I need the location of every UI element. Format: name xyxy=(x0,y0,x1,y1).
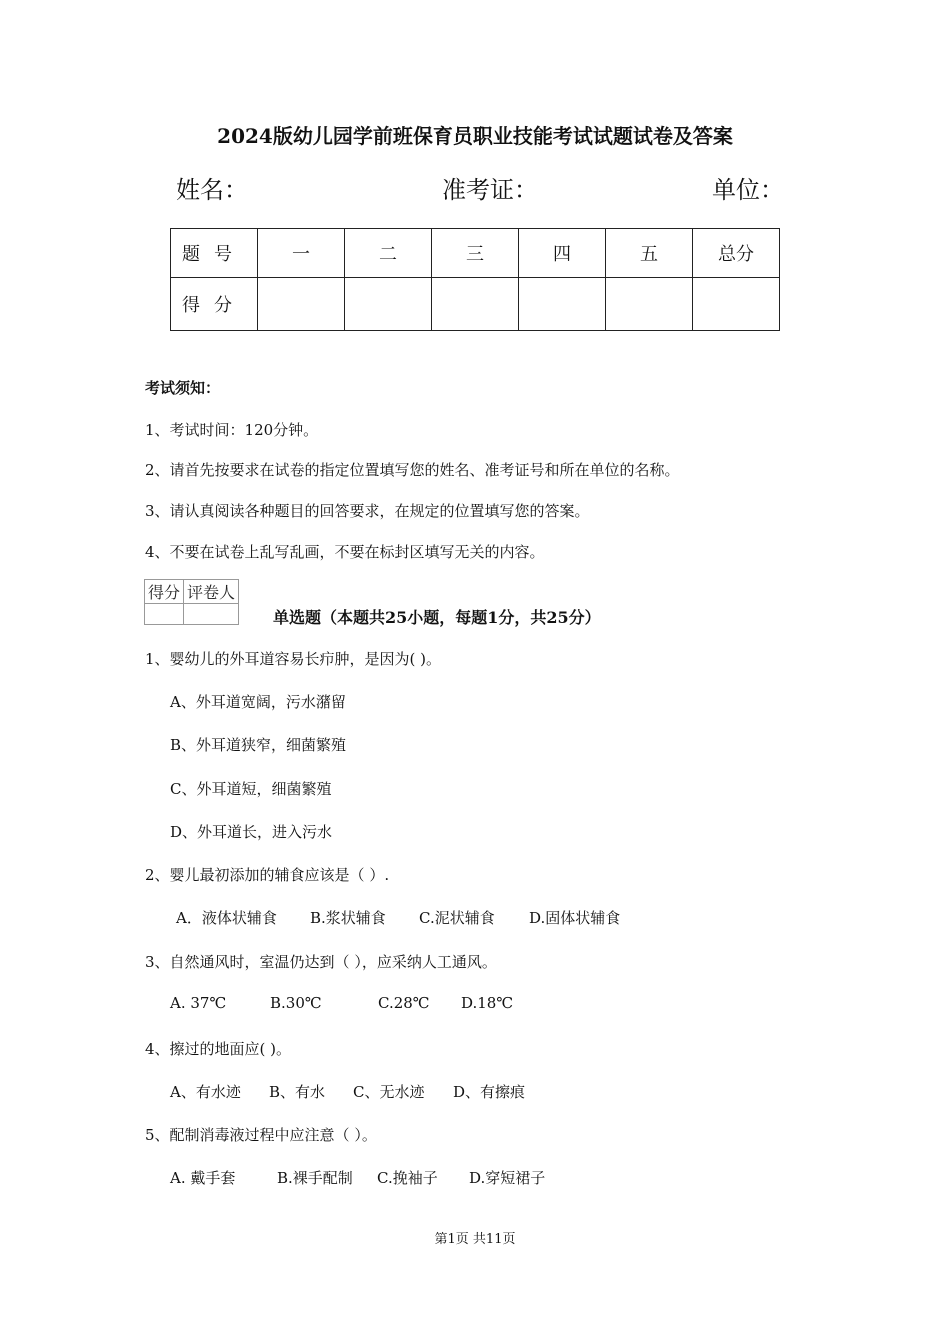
score-table-col-3: 三 xyxy=(432,229,519,278)
score-table-row2-label: 得分 xyxy=(171,278,258,331)
exam-id-field-label: 准考证： xyxy=(442,176,538,204)
notice-heading: 考试须知： xyxy=(145,379,221,397)
score-cell[interactable] xyxy=(258,278,345,331)
question-4-option-b: B、有水 xyxy=(269,1083,326,1101)
score-cell[interactable] xyxy=(345,278,432,331)
question-4-option-d: D、有擦痕 xyxy=(453,1083,526,1101)
grader-box xyxy=(144,579,239,625)
question-4-options xyxy=(170,1081,525,1102)
notice-item: 2、请首先按要求在试卷的指定位置填写您的姓名、准考证号和所在单位的名称。 xyxy=(145,461,680,479)
question-1-option-d: D、外耳道长，进入污水 xyxy=(170,823,333,841)
score-table-col-1: 一 xyxy=(258,229,345,278)
score-table-row1-label: 题号 xyxy=(171,229,258,278)
score-cell[interactable] xyxy=(693,278,780,331)
score-table-header-row xyxy=(171,229,780,278)
score-cell[interactable] xyxy=(606,278,693,331)
question-1-option-a: A、外耳道宽阔，污水潴留 xyxy=(170,693,346,711)
question-2: 2、婴儿最初添加的辅食应该是（ ）. xyxy=(145,866,390,884)
grader-score-cell[interactable] xyxy=(145,604,184,625)
page-footer: 第1页 共11页 xyxy=(434,1232,516,1247)
score-table-score-row xyxy=(171,278,780,331)
notice-item: 3、请认真阅读各种题目的回答要求，在规定的位置填写您的答案。 xyxy=(145,502,590,520)
question-2-option-c: C.泥状辅食 xyxy=(419,909,495,927)
question-3: 3、自然通风时，室温仍达到（ ），应采纳人工通风。 xyxy=(145,953,497,971)
unit-field-label: 单位： xyxy=(712,176,784,204)
score-table-col-total: 总分 xyxy=(693,229,780,278)
page-title: 2024版幼儿园学前班保育员职业技能考试试题试卷及答案 xyxy=(217,124,733,148)
question-2-options xyxy=(176,907,620,928)
question-5-option-a: A. 戴手套 xyxy=(170,1169,236,1187)
question-3-option-a: A. 37℃ xyxy=(170,994,227,1012)
question-3-option-b: B.30℃ xyxy=(270,994,322,1012)
score-table-col-5: 五 xyxy=(606,229,693,278)
grader-reviewer-cell[interactable] xyxy=(184,604,239,625)
question-5: 5、配制消毒液过程中应注意（ ）。 xyxy=(145,1126,377,1144)
question-2-option-b: B.浆状辅食 xyxy=(310,909,386,927)
question-4-option-c: C、无水迹 xyxy=(353,1083,425,1101)
score-table-col-2: 二 xyxy=(345,229,432,278)
question-5-option-b: B.裸手配制 xyxy=(277,1169,353,1187)
question-2-option-d: D.固体状辅食 xyxy=(529,909,621,927)
question-1-option-b: B、外耳道狭窄，细菌繁殖 xyxy=(170,736,347,754)
score-table-col-4: 四 xyxy=(519,229,606,278)
grader-score-label: 得分 xyxy=(145,580,184,604)
question-5-options xyxy=(170,1167,545,1188)
question-5-option-d: D.穿短裙子 xyxy=(469,1169,546,1187)
question-3-options xyxy=(170,994,513,1012)
score-table xyxy=(170,228,780,331)
question-2-option-a: A．液体状辅食 xyxy=(176,909,277,927)
score-cell[interactable] xyxy=(519,278,606,331)
name-field-label: 姓名： xyxy=(176,176,248,204)
question-1: 1、婴幼儿的外耳道容易长疖肿，是因为( )。 xyxy=(145,650,442,668)
score-cell[interactable] xyxy=(432,278,519,331)
question-3-option-d: D.18℃ xyxy=(461,994,514,1012)
section-title: 单选题（本题共25小题，每题1分，共25分） xyxy=(273,608,601,627)
notice-item: 4、不要在试卷上乱写乱画，不要在标封区填写无关的内容。 xyxy=(145,543,545,561)
question-1-option-c: C、外耳道短，细菌繁殖 xyxy=(170,780,332,798)
question-3-option-c: C.28℃ xyxy=(378,994,430,1012)
question-4-option-a: A、有水迹 xyxy=(170,1083,241,1101)
question-4: 4、擦过的地面应( )。 xyxy=(145,1040,292,1058)
grader-reviewer-label: 评卷人 xyxy=(184,580,239,604)
notice-item: 1、考试时间：120分钟。 xyxy=(145,421,319,439)
question-5-option-c: C.挽袖子 xyxy=(377,1169,438,1187)
